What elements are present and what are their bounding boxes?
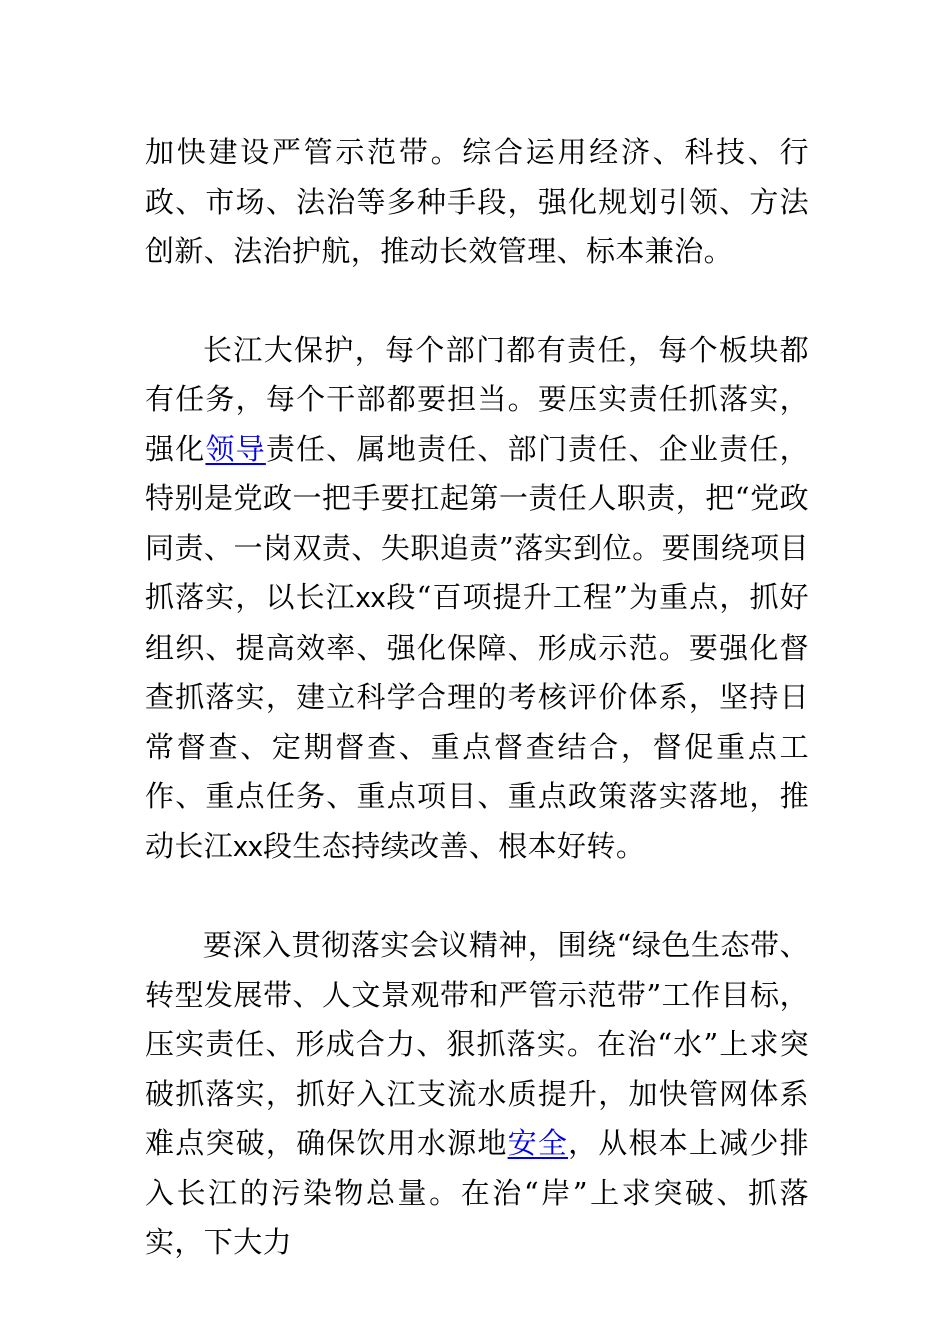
placeholder-xx-2: xx — [233, 830, 264, 863]
paragraph-1-text: 加快建设严管示范带。综合运用经济、科技、行政、市场、法治等多种手段，强化规划引领、方法创新、法治护航，推动长效管理、标本兼治。 — [145, 135, 809, 268]
paragraph-2-text-d: 段生态持续改善、根本好转。 — [263, 828, 646, 863]
paragraph-2-text-b: 责任、属地责任、部门责任、企业责任，特别是党政一把手要扛起第一责任人职责，把“党政同责、一岗双责、失职追责”落实到位。要围绕项目抓落实，以长江 — [145, 431, 809, 614]
link-safety[interactable]: 安全 — [507, 1126, 569, 1160]
paragraph-3 — [145, 921, 809, 1268]
paragraph-2-text-c: 段“百项提升工程”为重点，抓好组织、提高效率、强化保障、形成示范。要强化督查抓落实，建立科学合理的考核评价体系，坚持日常督查、定期督查、重点督查结合，督促重点工作、重点任务、重点项目、重点政策落实落地，推动长江 — [145, 580, 809, 863]
document-body — [145, 128, 809, 1268]
link-leadership[interactable]: 领导 — [205, 431, 266, 466]
placeholder-xx-1: xx — [355, 582, 386, 614]
paragraph-3-text-b: ，从根本上减少排入长江的污染物总量。在治“岸”上求突破、抓落实，下大力 — [145, 1126, 809, 1259]
paragraph-1 — [145, 128, 809, 277]
paragraph-3-text-a: 要深入贯彻落实会议精神，围绕“绿色生态带、转型发展带、人文景观带和严管示范带”工作目标，压实责任、形成合力、狠抓落实。在治“水”上求突破抓落实，抓好入江支流水质提升，加快管网体系难点突破，确保饮用水源地 — [145, 928, 809, 1160]
paragraph-2 — [145, 326, 809, 873]
paragraph-2-text-a: 长江大保护，每个部门都有责任，每个板块都有任务，每个干部都要担当。要压实责任抓落实，强化 — [145, 332, 809, 466]
